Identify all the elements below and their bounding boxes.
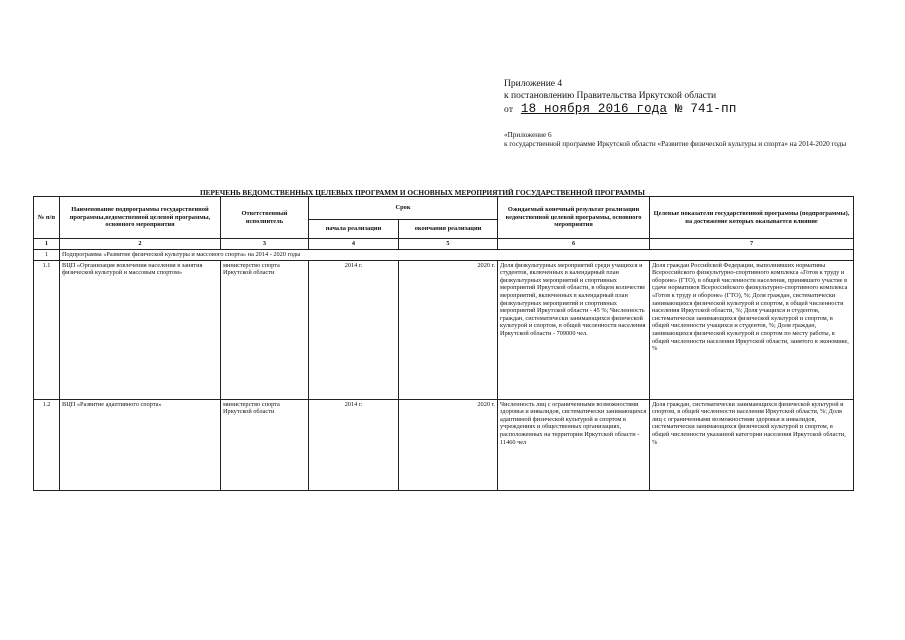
- row-indicators: Доля граждан, систематически занимающихся физической культурой и спортом, в общей численности населения Иркутской области, %; Доля лиц с ограниченными возможностями здоровья и инвалидов, систематически занимающихся физической культурой и спортом, в общей численности указанной категории населения Иркутской области, %: [650, 399, 854, 490]
- program-reference-text: к государственной программе Иркутской области «Развитие физической культуры и спорта» на 2014-2020 годы: [504, 140, 847, 149]
- decree-date: 18 ноября 2016 года: [520, 102, 668, 116]
- col-header-num: № п/п: [34, 197, 60, 239]
- row-result: Численность лиц с ограниченными возможностями здоровья и инвалидов, систематически занимающихся адаптивной физической культурой и спортом в учреждениях и общественных организациях, расположенных на территории Иркутской области - 11460 чел: [498, 399, 650, 490]
- col-number: 3: [221, 239, 309, 250]
- subprogram-row: [34, 250, 854, 261]
- document-title: ПЕРЕЧЕНЬ ВЕДОМСТВЕННЫХ ЦЕЛЕВЫХ ПРОГРАММ И ОСНОВНЫХ МЕРОПРИЯТИЙ ГОСУДАРСТВЕННОЙ ПРОГРАММЫ: [200, 188, 645, 197]
- program-appendix-label: «Приложение 6: [504, 131, 552, 139]
- table-row: [34, 260, 854, 399]
- decree-header: [504, 78, 884, 118]
- decree-number: № 741-пп: [674, 102, 737, 116]
- row-name: ВЦП «Организация вовлечения населения в занятия физической культурой и массовым спортом»: [60, 260, 221, 399]
- row-num: 1.1: [34, 260, 60, 399]
- decree-date-number: [504, 102, 884, 118]
- row-start: 2014 г.: [309, 260, 399, 399]
- col-number: 4: [309, 239, 399, 250]
- row-name: ВЦП «Развитие адаптивного спорта»: [60, 399, 221, 490]
- measures-table: [33, 196, 854, 491]
- col-header-end: окончания реализации: [399, 220, 498, 239]
- row-executor: министерство спорта Иркутской области: [221, 260, 309, 399]
- col-header-start: начала реализации: [309, 220, 399, 239]
- row-start: 2014 г.: [309, 399, 399, 490]
- col-header-indicators: Целевые показатели государственной программы (подпрограммы), на достижение которых оказывается влияние: [650, 197, 854, 239]
- column-number-row: [34, 239, 854, 250]
- col-number: 2: [60, 239, 221, 250]
- col-number: 7: [650, 239, 854, 250]
- col-header-result: Ожидаемый конечный результат реализации ведомственной целевой программы, основного мероприятия: [498, 197, 650, 239]
- row-result: Доля физкультурных мероприятий среди учащихся и студентов, включенных в календарный план физкультурных мероприятий и спортивных мероприятий Иркутской области, в общем количестве мероприятий, включенных в календарный план физкультурных мероприятий и спортивных мероприятий Иркутской области - 45 %; Численность граждан, систематически занимающихся физической культурой и спортом, в общей численности населения Иркутской области - 709000 чел.: [498, 260, 650, 399]
- col-header-name: Наименование подпрограммы государственной программы,ведомственной целевой программы, основного мероприятия: [60, 197, 221, 239]
- col-number: 1: [34, 239, 60, 250]
- program-reference: [504, 131, 864, 150]
- row-end: 2020 г.: [399, 260, 498, 399]
- table-row: [34, 399, 854, 490]
- col-number: 6: [498, 239, 650, 250]
- from-prefix: от: [504, 105, 514, 115]
- row-indicators: Доля граждан Российской Федерации, выполнивших нормативы Всероссийского физкультурно-спортивного комплекса «Готов к труду и обороне» (ГТО), в общей численности населения, принявшего участие в сдаче нормативов Всероссийского физкультурно-спортивного комплекса «Готов к труду и обороне» (ГТО), %; Доля граждан, систематически занимающихся физической культурой и спортом, в общей численности населения Иркутской области, %; Доля учащихся и студентов, систематически занимающихся физической культурой и спортом, в общей численности учащихся и студентов, %; Доля граждан, занимающихся физической культурой и спортом по месту работы, в общей численности населения Иркутской области, занятого в экономике, %: [650, 260, 854, 399]
- row-end: 2020 г.: [399, 399, 498, 490]
- appendix-label: Приложение 4: [504, 79, 563, 89]
- col-header-executor: Ответственный исполнитель: [221, 197, 309, 239]
- subprogram-label: Подпрограмма «Развитие физической культуры и массового спорта» на 2014 - 2020 годы: [60, 250, 854, 261]
- col-header-term: Срок: [309, 197, 498, 220]
- row-num: 1.2: [34, 399, 60, 490]
- col-number: 5: [399, 239, 498, 250]
- subprogram-num: 1: [34, 250, 60, 261]
- decree-reference: к постановлению Правительства Иркутской области: [504, 91, 717, 101]
- header-row: [34, 197, 854, 220]
- row-executor: министерство спорта Иркутской области: [221, 399, 309, 490]
